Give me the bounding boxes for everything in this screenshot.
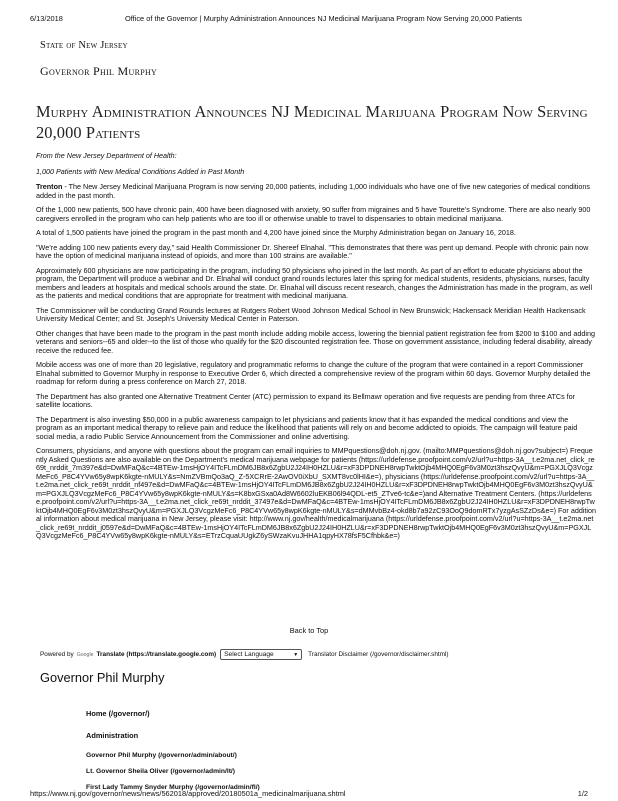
powered-by-label: Powered by [40,651,74,658]
paragraph-11-contact-links[interactable]: Consumers, physicians, and anyone with questions about the program can email inquiries to MMPquestions@doh.nj.gov. (mailto:MMPquestions@doh.nj.gov?subject=) Frequently Asked Questions are also available on the Department’s medical marijuana webpage for patients (https://urldefense.proofpoint.com/v2/url?u=https-3A__t.e2ma.net_click_re69t_nrddit_7m397e&d=DwMFaQ&c=4BTEw-1msHjOY4ITcFLmDM6JB8x6ZgbU2J24IH0HZLU&r=xF3DPDNEH8rwpTwktOjb4MHQ0EgF6v3M0zt3hszQvyU&m=PGXJLQ3VcgzMeFc6_P8C4YVw65y8wpK6kgte-nMULY&s=NmZVBmQo3aQ_Z-5XCRrE-2AwOV0iXbU_SXMT8vc0lHI&e=), physicians (https://urldefense.proofpoint.com/v2/url?u=https-3A__t.e2ma.net_click_re69t_nrddit_nf497e&d=DwMFaQ&c=4BTEw-1msHjOY4ITcFLmDM6JB8x6ZgbU2J24IH0HZLU&r=xF3DPDNEH8rwpTwktOjb4MHQ0EgF6v3M0zt3hszQvyU&m=PGXJLQ3VcgzMeFc6_P8C4YVw65y8wpK6kgte-nMULY&s=K8bxGSxa0Ad8W6602luEKB06l94QDL-et5_ZTve6-tc&e=)and Alternative Treatment Centers. (https://urldefense.proofpoint.com/v2/url?u=https-3A__t.e2ma.net_click_re69t_nrddit_37497e&d=DwMFaQ&c=4BTEw-1msHjOY4ITcFLmDM6JB8x6ZgbU2J24IH0HZLU&r=xF3DPDNEH8rwpTwktOjb4MHQ0EgF6v3M0zt3hszQvyU&m=PGXJLQ3VcgzMeFc6_P8C4YVw65y8wpK6kgte-nMULY&s=dMMvbBz4-okd8b7a92zC93OoQ9domRTx7yzgAsSZzDs&e=) For additional information about medical marijuana in New Jersey, please visit: http://www.nj.gov/health/medicalmarijuana (https://urldefense.proofpoint.com/v2/url?u=https-3A__t.e2ma.net_click_re69t_nrddit_j0597e&d=DwMFaQ&c=4BTEw-1msHjOY4ITcFLmDM6JB8x6ZgbU2J24IH0HZLU&r=xF3DPDNEH8rwpTwktOjb4MHQ0EgF6v3M0zt3hszQvyU&m=PGXJLQ3VcgzMeFc6_P8C4YVw65y8wpK6kgte-nMULY&s=ETrzCquaUUgkZ6ySWzaKvuJHHA1qpyHX78fsF5Cfhbk&e=) [36,446,596,540]
paragraph-5: Approximately 600 physicians are now participating in the program, including 50 physicians who joined in the last month. As part of an effort to educate physicians about the program, the Department will produce a webinar and Dr. Elnahal will conduct grand rounds lectures later this spring for medical students, residents, physicians, nurses, faculty members and leaders at hospitals and medical schools around the state. Dr. Elnahal will discuss recent research, changes the Administration has made in the program, as well as the patients and medical conditions that are appropriate for treatment with medicinal marijuana. [36,265,593,300]
footer-link-governor[interactable]: Governor Phil Murphy (/governor/admin/about/) [86,752,237,759]
print-date: 6/13/2018 [30,14,63,23]
paragraph-3: A total of 1,500 patients have joined the program in the past month and 4,200 have joined since the Murphy Administration began on January 16, 2018. [36,228,516,237]
footer-governor-title: Governor Phil Murphy [40,670,165,685]
print-page-title: Office of the Governor | Murphy Administration Announces NJ Medicinal Marijuana Program Now Serving 20,000 Patients [125,14,522,23]
google-translate-link[interactable]: Translate (https://translate.google.com) [96,651,217,658]
paragraph-8: Mobile access was one of more than 20 legislative, regulatory and programmatic reforms to change the culture of the program that were contained in a report Commissioner Elnahal submitted to Governor Murphy in response to Executive Order 6, which directed a comprehensive review of the program within 60 days. Governor Murphy detailed the roadmap for reform during a press conference on March 27, 2018. [36,360,591,386]
select-language-value: Select Language [224,651,274,658]
governor-logo-link[interactable]: Governor Phil Murphy [40,64,158,78]
dropdown-caret-icon: ▼ [293,651,299,658]
paragraph-4: "We’re adding 100 new patients every day," said Health Commissioner Dr. Shereef Elnahal. "This demonstrates that there was pent up demand. People with chronic pain now have the option of medicinal marijuana instead of opioids, and more than 100 strains are available." [36,242,589,260]
article-source: From the New Jersey Department of Health: [36,151,177,160]
paragraph-9: The Department has also granted one Alternative Treatment Center (ATC) permission to expand its Bellmawr operation and five requests are pending from three ATCs for satellite locations. [36,391,576,409]
paragraph-1-text: - The New Jersey Medicinal Marijuana Program is now serving 20,000 patients, including 1,000 individuals who have one of five new categories of medical conditions added in the past month. [36,182,590,200]
dateline: Trenton [36,182,63,191]
footer-link-lt-governor[interactable]: Lt. Governor Sheila Oliver (/governor/admin/lt/) [86,768,236,775]
footer-home-link[interactable]: Home (/governor/) [86,709,150,718]
paragraph-7: Other changes that have been made to the program in the past month include adding mobile access, lowering the biennial patient registration fee from $200 to $100 and adding veterans and seniors--65 and older--to the list of those who qualify for the $20 discounted registration fee. Those on government assistance, including federal disability, already receive the reduced fee. [36,328,595,355]
print-header [30,14,588,26]
article-subtitle: 1,000 Patients with New Medical Conditions Added in Past Month [36,167,245,176]
footer-administration-heading: Administration [86,731,139,740]
translator-disclaimer-link[interactable]: Translator Disclaimer (/governor/disclaimer.shtml) [308,651,449,658]
paragraph-10: The Department is also investing $50,000 in a public awareness campaign to let physicians and patients know that it has expanded the medical conditions and view the program as an important medical therapy to relieve pain and reduce the likelihood that patients will rely on and become addicted to opioids. The campaign will feature paid social media, a radio Public Service Announcement from the Commissioner and online advertising. [36,414,578,441]
print-footer [30,789,588,801]
paragraph-6: The Commissioner will be conducting Grand Rounds lectures at Rutgers Robert Wood Johnson Medical School in New Brunswick; Hackensack Meridian Health Hackensack University Medical Center; and St. Joseph’s University Medical Center in Paterson. [36,305,586,323]
state-of-new-jersey-link[interactable]: State of New Jersey [40,40,128,51]
print-url: https://www.nj.gov/governor/news/news/562018/approved/20180501a_medicinalmarijuana.shtml [30,789,346,798]
paragraph-1 [36,183,596,200]
translate-bar [40,649,449,660]
article-title: Murphy Administration Announces NJ Medicinal Marijuana Program Now Serving 20,000 Patients [36,102,588,142]
page-number: 1/2 [577,789,588,798]
article [36,101,596,547]
paragraph-2: Of the 1,000 new patients, 500 have chronic pain, 400 have been diagnosed with anxiety, 90 suffer from migraines and 5 have Tourette’s Syndrome. There are also nearly 900 caregivers enrolled in the program who can help patients who are too ill or otherwise unable to travel to dispensaries to obtain medicinal marijuana. [36,205,591,223]
select-language-dropdown[interactable] [220,649,302,660]
back-to-top-link[interactable]: Back to Top [289,626,329,635]
footer-link-first-lady[interactable]: First Lady Tammy Snyder Murphy (/governor/admin/fl/) [86,784,260,791]
google-logo-icon: Google [76,651,94,658]
